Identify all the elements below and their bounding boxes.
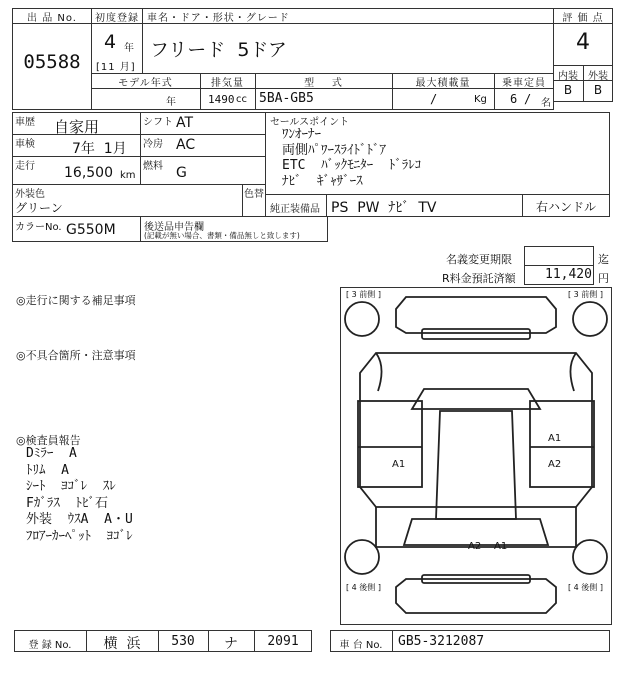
sales-line: ﾜﾝｵｰﾅｰ xyxy=(282,127,321,142)
wheel-front-right xyxy=(573,302,607,336)
reg-kana: ナ xyxy=(224,636,238,652)
shift-label: シフト xyxy=(143,117,173,128)
ext-color-value: グリーン xyxy=(15,201,63,215)
ac-label: 冷房 xyxy=(143,139,163,150)
shift-value: AT xyxy=(176,115,194,131)
interior-label: 内装 xyxy=(558,71,578,82)
car-name: フリード 5ドア xyxy=(150,39,287,61)
ac-value: AC xyxy=(176,137,196,153)
score-label: 評 価 点 xyxy=(562,13,604,24)
first-reg-label: 初度登録 xyxy=(95,13,139,24)
sales-lines xyxy=(282,127,421,189)
max-load-unit: Kg xyxy=(474,94,487,105)
inspector-line: ﾄﾘﾑ A xyxy=(26,462,69,478)
history-value: 自家用 xyxy=(54,118,100,136)
damage-mark-right-rear-door: A2 xyxy=(548,459,562,470)
reg-class: 530 xyxy=(171,634,195,649)
first-reg-year: 4 xyxy=(104,31,117,53)
history-label: 車歴 xyxy=(15,117,35,128)
model-year-unit: 年 xyxy=(166,97,177,108)
lot-number: 05588 xyxy=(23,51,81,73)
inspection-label: 車検 xyxy=(15,139,35,150)
inspector-label: ◎検査員報告 xyxy=(16,434,81,447)
exterior-grade: B xyxy=(593,83,603,97)
sales-label: セールスポイント xyxy=(270,117,350,128)
car-damage-diagram xyxy=(340,287,612,625)
mileage-value: 16,500 xyxy=(64,165,113,181)
recycle-label: R料金預託済額 xyxy=(442,272,516,285)
equipment-label: 純正装備品 xyxy=(270,204,320,215)
score-value: 4 xyxy=(576,30,590,55)
interior-grade: B xyxy=(563,83,573,97)
first-reg-month: [11 月] xyxy=(96,62,136,73)
reg-area: 横 浜 xyxy=(103,636,141,652)
mileage-unit: km xyxy=(120,170,136,181)
displacement-unit: cc xyxy=(236,94,247,105)
reg-label: 登 録 No. xyxy=(28,640,72,651)
front-right-label: [ 3 前側 ] xyxy=(568,290,603,299)
name-change-unit: 迄 xyxy=(598,253,609,266)
color-no-label: カラーNo. xyxy=(15,222,62,233)
damage-mark-rear-a: A2 xyxy=(468,541,482,552)
sales-line: ETC ﾊﾞｯｸﾓﾆﾀｰ ﾄﾞﾗﾚｺ xyxy=(282,158,422,173)
rear-left-label: [ 4 後側 ] xyxy=(346,583,381,592)
max-load-label: 最大積載量 xyxy=(415,78,471,89)
type-value: 5BA-GB5 xyxy=(259,91,314,106)
car-label: 車名・ドア・形状・グレード xyxy=(147,13,290,24)
chassis-value: GB5-3212087 xyxy=(398,634,485,649)
inspector-line: Fｶﾞﾗｽ ﾄﾋﾞ石 xyxy=(26,495,108,511)
inspection-value: 7年 1月 xyxy=(72,141,127,157)
model-year-label: モデル年式 xyxy=(118,78,173,89)
displacement-value: 1490 xyxy=(208,93,235,106)
capacity-label: 乗車定員 xyxy=(502,78,546,89)
inspector-line: 外装 ｳｽA A・U xyxy=(26,512,133,527)
fuel-label: 燃料 xyxy=(143,161,163,172)
wheel-front-left xyxy=(345,302,379,336)
wheel-rear-right xyxy=(573,540,607,574)
max-load-slash: / xyxy=(430,92,438,106)
lot-label: 出 品 No. xyxy=(27,13,77,24)
capacity-slash: / xyxy=(524,92,532,106)
sales-line: 両側ﾊﾟﾜｰｽﾗｲﾄﾞﾄﾞｱ xyxy=(282,142,387,158)
post-report-note: (記載が無い場合、書類・備品無しと致します) xyxy=(144,231,300,240)
damage-mark-left-door: A1 xyxy=(392,459,406,470)
reg-number: 2091 xyxy=(267,634,299,649)
wheel-rear-left xyxy=(345,540,379,574)
recycle-unit: 円 xyxy=(598,272,609,285)
chassis-label: 車 台 No. xyxy=(339,640,383,651)
handle-value: 右ハンドル xyxy=(536,200,597,214)
damage-mark-rear-b: A1 xyxy=(494,541,508,552)
driving-remarks-label: ◎走行に関する補足事項 xyxy=(16,294,136,307)
type-label: 型 式 xyxy=(304,78,343,89)
defects-label: ◎不具合箇所・注意事項 xyxy=(16,349,136,362)
front-left-label: [ 3 前側 ] xyxy=(346,290,381,299)
color-change-label: 色替 xyxy=(244,189,264,200)
capacity-value: 6 xyxy=(510,92,518,106)
post-report-label: 後送品申告欄 xyxy=(144,222,204,233)
equipment-value: PS PW ﾅﾋﾞ TV xyxy=(331,200,437,216)
color-no-value: G550M xyxy=(66,222,116,238)
damage-mark-right-front-door: A1 xyxy=(548,433,562,444)
mileage-label: 走行 xyxy=(15,161,35,172)
capacity-unit: 名 xyxy=(541,98,552,109)
rear-right-label: [ 4 後側 ] xyxy=(568,583,603,592)
sales-line: ﾅﾋﾞ ｷﾞｬｻﾞｰｽ xyxy=(282,173,363,189)
name-change-box xyxy=(524,246,594,266)
name-change-label: 名義変更期限 xyxy=(446,253,512,266)
inspector-line: ｼｰﾄ ﾖｺﾞﾚ ｽﾚ xyxy=(26,479,116,494)
fuel-value: G xyxy=(176,165,187,181)
inspector-line: ﾌﾛｱｰｶｰﾍﾟｯﾄ ﾖｺﾞﾚ xyxy=(26,528,133,544)
ext-color-label: 外装色 xyxy=(15,189,45,200)
first-reg-year-unit: 年 xyxy=(124,43,135,54)
exterior-label: 外装 xyxy=(588,71,608,82)
inspector-lines xyxy=(26,446,133,545)
recycle-value: 11,420 xyxy=(545,267,592,282)
inspector-line: Dﾐﾗｰ A xyxy=(26,446,77,461)
displacement-label: 排気量 xyxy=(211,78,244,89)
